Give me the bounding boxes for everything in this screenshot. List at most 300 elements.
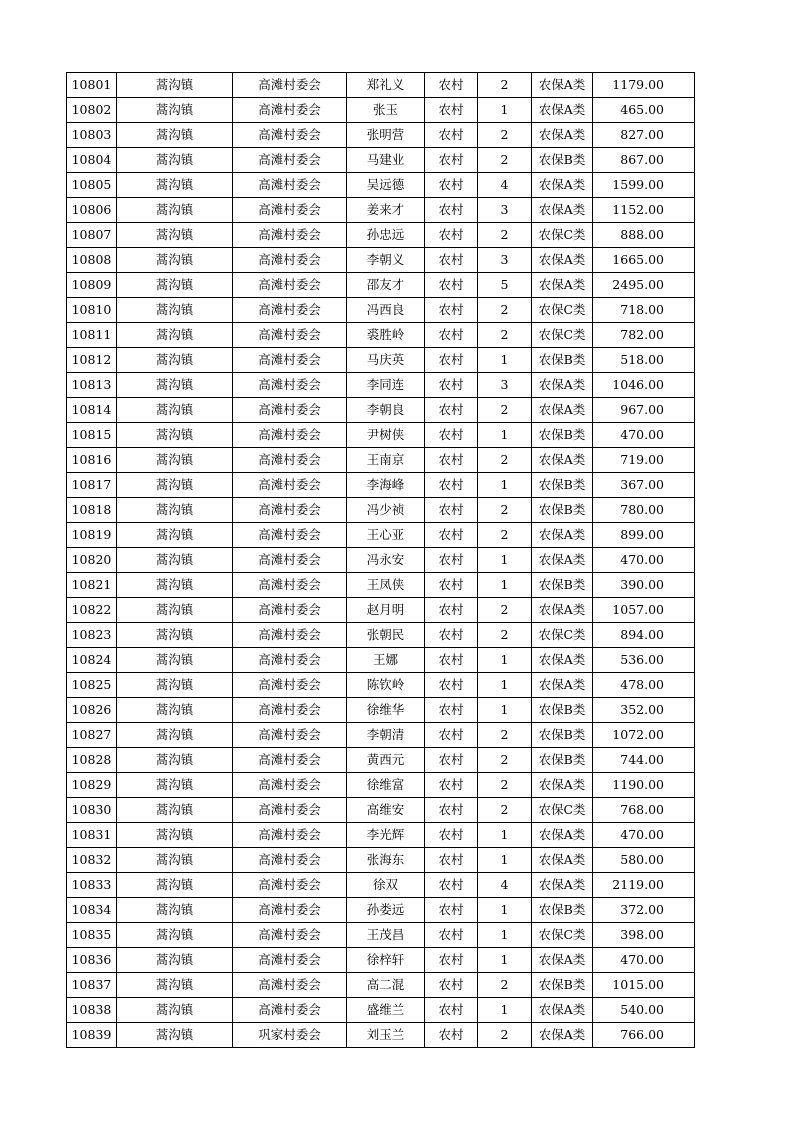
amount-cell: 1190.00 — [593, 773, 695, 798]
name-cell: 盛维兰 — [347, 998, 425, 1023]
household-count-cell: 1 — [478, 823, 532, 848]
record-id-cell: 10805 — [67, 173, 117, 198]
town-cell: 蒿沟镇 — [117, 473, 233, 498]
table-row — [67, 748, 695, 773]
household-count-cell: 5 — [478, 273, 532, 298]
record-id-cell: 10835 — [67, 923, 117, 948]
data-table — [66, 72, 695, 1048]
table-row — [67, 923, 695, 948]
household-count-cell: 1 — [478, 848, 532, 873]
amount-cell: 1057.00 — [593, 598, 695, 623]
record-id-cell: 10820 — [67, 548, 117, 573]
household-count-cell: 2 — [478, 773, 532, 798]
record-id-cell: 10804 — [67, 148, 117, 173]
table-row — [67, 973, 695, 998]
village-cell: 高滩村委会 — [233, 248, 347, 273]
village-cell: 高滩村委会 — [233, 498, 347, 523]
record-id-cell: 10812 — [67, 348, 117, 373]
record-id-cell: 10838 — [67, 998, 117, 1023]
town-cell: 蒿沟镇 — [117, 998, 233, 1023]
village-cell: 高滩村委会 — [233, 98, 347, 123]
category-cell: 农保B类 — [532, 473, 593, 498]
town-cell: 蒿沟镇 — [117, 73, 233, 98]
village-cell: 高滩村委会 — [233, 623, 347, 648]
amount-cell: 899.00 — [593, 523, 695, 548]
village-cell: 高滩村委会 — [233, 723, 347, 748]
area-type-cell: 农村 — [425, 623, 478, 648]
town-cell: 蒿沟镇 — [117, 673, 233, 698]
name-cell: 李朝清 — [347, 723, 425, 748]
amount-cell: 367.00 — [593, 473, 695, 498]
area-type-cell: 农村 — [425, 573, 478, 598]
amount-cell: 465.00 — [593, 98, 695, 123]
table-row — [67, 648, 695, 673]
town-cell: 蒿沟镇 — [117, 148, 233, 173]
category-cell: 农保B类 — [532, 498, 593, 523]
amount-cell: 867.00 — [593, 148, 695, 173]
area-type-cell: 农村 — [425, 948, 478, 973]
table-row — [67, 773, 695, 798]
table-row — [67, 373, 695, 398]
record-id-cell: 10811 — [67, 323, 117, 348]
area-type-cell: 农村 — [425, 298, 478, 323]
record-id-cell: 10817 — [67, 473, 117, 498]
category-cell: 农保A类 — [532, 198, 593, 223]
record-id-cell: 10832 — [67, 848, 117, 873]
area-type-cell: 农村 — [425, 798, 478, 823]
area-type-cell: 农村 — [425, 998, 478, 1023]
household-count-cell: 2 — [478, 623, 532, 648]
table-row — [67, 998, 695, 1023]
record-id-cell: 10815 — [67, 423, 117, 448]
amount-cell: 470.00 — [593, 548, 695, 573]
town-cell: 蒿沟镇 — [117, 773, 233, 798]
amount-cell: 782.00 — [593, 323, 695, 348]
record-id-cell: 10823 — [67, 623, 117, 648]
village-cell: 高滩村委会 — [233, 523, 347, 548]
area-type-cell: 农村 — [425, 898, 478, 923]
category-cell: 农保A类 — [532, 123, 593, 148]
category-cell: 农保A类 — [532, 173, 593, 198]
household-count-cell: 2 — [478, 498, 532, 523]
table-row — [67, 573, 695, 598]
name-cell: 李同连 — [347, 373, 425, 398]
table-row — [67, 398, 695, 423]
village-cell: 巩家村委会 — [233, 1023, 347, 1048]
record-id-cell: 10809 — [67, 273, 117, 298]
category-cell: 农保A类 — [532, 248, 593, 273]
name-cell: 李光辉 — [347, 823, 425, 848]
household-count-cell: 4 — [478, 173, 532, 198]
area-type-cell: 农村 — [425, 473, 478, 498]
area-type-cell: 农村 — [425, 373, 478, 398]
name-cell: 徐双 — [347, 873, 425, 898]
name-cell: 冯西良 — [347, 298, 425, 323]
name-cell: 赵月明 — [347, 598, 425, 623]
area-type-cell: 农村 — [425, 123, 478, 148]
household-count-cell: 2 — [478, 223, 532, 248]
town-cell: 蒿沟镇 — [117, 798, 233, 823]
amount-cell: 470.00 — [593, 823, 695, 848]
record-id-cell: 10825 — [67, 673, 117, 698]
name-cell: 王茂昌 — [347, 923, 425, 948]
village-cell: 高滩村委会 — [233, 298, 347, 323]
household-count-cell: 1 — [478, 673, 532, 698]
town-cell: 蒿沟镇 — [117, 173, 233, 198]
name-cell: 冯永安 — [347, 548, 425, 573]
table-row — [67, 873, 695, 898]
village-cell: 高滩村委会 — [233, 748, 347, 773]
name-cell: 王心亚 — [347, 523, 425, 548]
record-id-cell: 10813 — [67, 373, 117, 398]
record-id-cell: 10802 — [67, 98, 117, 123]
village-cell: 高滩村委会 — [233, 448, 347, 473]
household-count-cell: 2 — [478, 298, 532, 323]
amount-cell: 719.00 — [593, 448, 695, 473]
town-cell: 蒿沟镇 — [117, 1023, 233, 1048]
record-id-cell: 10837 — [67, 973, 117, 998]
category-cell: 农保A类 — [532, 548, 593, 573]
village-cell: 高滩村委会 — [233, 873, 347, 898]
amount-cell: 470.00 — [593, 948, 695, 973]
village-cell: 高滩村委会 — [233, 323, 347, 348]
category-cell: 农保B类 — [532, 348, 593, 373]
household-count-cell: 2 — [478, 798, 532, 823]
household-count-cell: 1 — [478, 473, 532, 498]
village-cell: 高滩村委会 — [233, 848, 347, 873]
town-cell: 蒿沟镇 — [117, 648, 233, 673]
area-type-cell: 农村 — [425, 973, 478, 998]
town-cell: 蒿沟镇 — [117, 623, 233, 648]
category-cell: 农保A类 — [532, 448, 593, 473]
village-cell: 高滩村委会 — [233, 973, 347, 998]
household-count-cell: 2 — [478, 748, 532, 773]
name-cell: 高二混 — [347, 973, 425, 998]
amount-cell: 580.00 — [593, 848, 695, 873]
area-type-cell: 农村 — [425, 848, 478, 873]
name-cell: 孙忠远 — [347, 223, 425, 248]
village-cell: 高滩村委会 — [233, 898, 347, 923]
name-cell: 王南京 — [347, 448, 425, 473]
village-cell: 高滩村委会 — [233, 548, 347, 573]
name-cell: 孙娄远 — [347, 898, 425, 923]
amount-cell: 536.00 — [593, 648, 695, 673]
village-cell: 高滩村委会 — [233, 223, 347, 248]
area-type-cell: 农村 — [425, 673, 478, 698]
table-row — [67, 898, 695, 923]
record-id-cell: 10806 — [67, 198, 117, 223]
record-id-cell: 10803 — [67, 123, 117, 148]
name-cell: 邵友才 — [347, 273, 425, 298]
amount-cell: 1665.00 — [593, 248, 695, 273]
category-cell: 农保A类 — [532, 673, 593, 698]
table-row — [67, 623, 695, 648]
household-count-cell: 4 — [478, 873, 532, 898]
town-cell: 蒿沟镇 — [117, 873, 233, 898]
area-type-cell: 农村 — [425, 648, 478, 673]
village-cell: 高滩村委会 — [233, 798, 347, 823]
area-type-cell: 农村 — [425, 748, 478, 773]
household-count-cell: 1 — [478, 573, 532, 598]
table-row — [67, 223, 695, 248]
town-cell: 蒿沟镇 — [117, 98, 233, 123]
area-type-cell: 农村 — [425, 73, 478, 98]
record-id-cell: 10834 — [67, 898, 117, 923]
town-cell: 蒿沟镇 — [117, 523, 233, 548]
table-row — [67, 948, 695, 973]
area-type-cell: 农村 — [425, 873, 478, 898]
table-row — [67, 448, 695, 473]
area-type-cell: 农村 — [425, 423, 478, 448]
name-cell: 张朝民 — [347, 623, 425, 648]
village-cell: 高滩村委会 — [233, 423, 347, 448]
category-cell: 农保B类 — [532, 423, 593, 448]
amount-cell: 1179.00 — [593, 73, 695, 98]
record-id-cell: 10836 — [67, 948, 117, 973]
category-cell: 农保A类 — [532, 773, 593, 798]
amount-cell: 518.00 — [593, 348, 695, 373]
table-row — [67, 273, 695, 298]
amount-cell: 888.00 — [593, 223, 695, 248]
table-row — [67, 198, 695, 223]
town-cell: 蒿沟镇 — [117, 373, 233, 398]
household-count-cell: 3 — [478, 373, 532, 398]
household-count-cell: 2 — [478, 523, 532, 548]
household-count-cell: 2 — [478, 323, 532, 348]
amount-cell: 1015.00 — [593, 973, 695, 998]
amount-cell: 718.00 — [593, 298, 695, 323]
category-cell: 农保C类 — [532, 223, 593, 248]
village-cell: 高滩村委会 — [233, 348, 347, 373]
amount-cell: 827.00 — [593, 123, 695, 148]
category-cell: 农保C类 — [532, 623, 593, 648]
table-row — [67, 423, 695, 448]
town-cell: 蒿沟镇 — [117, 448, 233, 473]
village-cell: 高滩村委会 — [233, 198, 347, 223]
table-row — [67, 823, 695, 848]
record-id-cell: 10810 — [67, 298, 117, 323]
town-cell: 蒿沟镇 — [117, 848, 233, 873]
area-type-cell: 农村 — [425, 148, 478, 173]
category-cell: 农保B类 — [532, 148, 593, 173]
table-row — [67, 73, 695, 98]
village-cell: 高滩村委会 — [233, 123, 347, 148]
household-count-cell: 1 — [478, 98, 532, 123]
household-count-cell: 1 — [478, 348, 532, 373]
area-type-cell: 农村 — [425, 773, 478, 798]
household-count-cell: 2 — [478, 398, 532, 423]
village-cell: 高滩村委会 — [233, 998, 347, 1023]
village-cell: 高滩村委会 — [233, 273, 347, 298]
record-id-cell: 10830 — [67, 798, 117, 823]
name-cell: 张明营 — [347, 123, 425, 148]
town-cell: 蒿沟镇 — [117, 573, 233, 598]
area-type-cell: 农村 — [425, 448, 478, 473]
record-id-cell: 10826 — [67, 698, 117, 723]
name-cell: 马建业 — [347, 148, 425, 173]
town-cell: 蒿沟镇 — [117, 273, 233, 298]
village-cell: 高滩村委会 — [233, 173, 347, 198]
village-cell: 高滩村委会 — [233, 823, 347, 848]
town-cell: 蒿沟镇 — [117, 498, 233, 523]
village-cell: 高滩村委会 — [233, 598, 347, 623]
category-cell: 农保A类 — [532, 398, 593, 423]
name-cell: 徐维华 — [347, 698, 425, 723]
household-count-cell: 1 — [478, 948, 532, 973]
name-cell: 王娜 — [347, 648, 425, 673]
category-cell: 农保A类 — [532, 98, 593, 123]
name-cell: 高维安 — [347, 798, 425, 823]
record-id-cell: 10816 — [67, 448, 117, 473]
village-cell: 高滩村委会 — [233, 148, 347, 173]
area-type-cell: 农村 — [425, 723, 478, 748]
amount-cell: 967.00 — [593, 398, 695, 423]
table-row — [67, 698, 695, 723]
area-type-cell: 农村 — [425, 98, 478, 123]
household-count-cell: 2 — [478, 1023, 532, 1048]
name-cell: 张海东 — [347, 848, 425, 873]
amount-cell: 470.00 — [593, 423, 695, 448]
area-type-cell: 农村 — [425, 248, 478, 273]
category-cell: 农保B类 — [532, 573, 593, 598]
table-row — [67, 248, 695, 273]
record-id-cell: 10819 — [67, 523, 117, 548]
amount-cell: 1046.00 — [593, 373, 695, 398]
name-cell: 尹树侠 — [347, 423, 425, 448]
household-count-cell: 2 — [478, 148, 532, 173]
town-cell: 蒿沟镇 — [117, 748, 233, 773]
name-cell: 陈钦岭 — [347, 673, 425, 698]
amount-cell: 894.00 — [593, 623, 695, 648]
name-cell: 李海峰 — [347, 473, 425, 498]
category-cell: 农保B类 — [532, 723, 593, 748]
amount-cell: 478.00 — [593, 673, 695, 698]
amount-cell: 768.00 — [593, 798, 695, 823]
category-cell: 农保A类 — [532, 1023, 593, 1048]
table-row — [67, 98, 695, 123]
category-cell: 农保A类 — [532, 73, 593, 98]
table-row — [67, 1023, 695, 1048]
area-type-cell: 农村 — [425, 173, 478, 198]
table-row — [67, 673, 695, 698]
table-row — [67, 548, 695, 573]
area-type-cell: 农村 — [425, 698, 478, 723]
category-cell: 农保C类 — [532, 798, 593, 823]
name-cell: 李朝良 — [347, 398, 425, 423]
amount-cell: 1152.00 — [593, 198, 695, 223]
record-id-cell: 10814 — [67, 398, 117, 423]
category-cell: 农保A类 — [532, 948, 593, 973]
amount-cell: 766.00 — [593, 1023, 695, 1048]
amount-cell: 2119.00 — [593, 873, 695, 898]
household-count-cell: 1 — [478, 898, 532, 923]
name-cell: 马庆英 — [347, 348, 425, 373]
area-type-cell: 农村 — [425, 198, 478, 223]
category-cell: 农保A类 — [532, 598, 593, 623]
table-row — [67, 473, 695, 498]
household-count-cell: 2 — [478, 598, 532, 623]
table-body — [67, 73, 695, 1048]
town-cell: 蒿沟镇 — [117, 398, 233, 423]
category-cell: 农保A类 — [532, 523, 593, 548]
household-count-cell: 1 — [478, 998, 532, 1023]
household-count-cell: 2 — [478, 723, 532, 748]
town-cell: 蒿沟镇 — [117, 223, 233, 248]
table-row — [67, 348, 695, 373]
category-cell: 农保B类 — [532, 748, 593, 773]
village-cell: 高滩村委会 — [233, 948, 347, 973]
table-row — [67, 148, 695, 173]
town-cell: 蒿沟镇 — [117, 973, 233, 998]
category-cell: 农保C类 — [532, 923, 593, 948]
amount-cell: 780.00 — [593, 498, 695, 523]
town-cell: 蒿沟镇 — [117, 923, 233, 948]
village-cell: 高滩村委会 — [233, 73, 347, 98]
amount-cell: 372.00 — [593, 898, 695, 923]
record-id-cell: 10821 — [67, 573, 117, 598]
name-cell: 姜来才 — [347, 198, 425, 223]
area-type-cell: 农村 — [425, 598, 478, 623]
record-id-cell: 10829 — [67, 773, 117, 798]
town-cell: 蒿沟镇 — [117, 723, 233, 748]
record-id-cell: 10833 — [67, 873, 117, 898]
category-cell: 农保C类 — [532, 323, 593, 348]
table-row — [67, 298, 695, 323]
table-row — [67, 798, 695, 823]
area-type-cell: 农村 — [425, 548, 478, 573]
record-id-cell: 10818 — [67, 498, 117, 523]
category-cell: 农保B类 — [532, 698, 593, 723]
record-id-cell: 10801 — [67, 73, 117, 98]
category-cell: 农保A类 — [532, 648, 593, 673]
area-type-cell: 农村 — [425, 273, 478, 298]
category-cell: 农保B类 — [532, 898, 593, 923]
household-count-cell: 2 — [478, 123, 532, 148]
area-type-cell: 农村 — [425, 223, 478, 248]
record-id-cell: 10824 — [67, 648, 117, 673]
village-cell: 高滩村委会 — [233, 648, 347, 673]
table-row — [67, 598, 695, 623]
name-cell: 徐维富 — [347, 773, 425, 798]
village-cell: 高滩村委会 — [233, 923, 347, 948]
area-type-cell: 农村 — [425, 923, 478, 948]
village-cell: 高滩村委会 — [233, 773, 347, 798]
household-count-cell: 3 — [478, 198, 532, 223]
name-cell: 王凤侠 — [347, 573, 425, 598]
category-cell: 农保A类 — [532, 823, 593, 848]
town-cell: 蒿沟镇 — [117, 348, 233, 373]
area-type-cell: 农村 — [425, 323, 478, 348]
town-cell: 蒿沟镇 — [117, 823, 233, 848]
amount-cell: 398.00 — [593, 923, 695, 948]
amount-cell: 390.00 — [593, 573, 695, 598]
town-cell: 蒿沟镇 — [117, 548, 233, 573]
area-type-cell: 农村 — [425, 823, 478, 848]
category-cell: 农保A类 — [532, 273, 593, 298]
record-id-cell: 10807 — [67, 223, 117, 248]
table-row — [67, 498, 695, 523]
village-cell: 高滩村委会 — [233, 698, 347, 723]
category-cell: 农保B类 — [532, 973, 593, 998]
amount-cell: 1599.00 — [593, 173, 695, 198]
household-count-cell: 1 — [478, 648, 532, 673]
amount-cell: 1072.00 — [593, 723, 695, 748]
household-count-cell: 2 — [478, 73, 532, 98]
name-cell: 裘胜岭 — [347, 323, 425, 348]
village-cell: 高滩村委会 — [233, 398, 347, 423]
village-cell: 高滩村委会 — [233, 473, 347, 498]
name-cell: 吴远德 — [347, 173, 425, 198]
